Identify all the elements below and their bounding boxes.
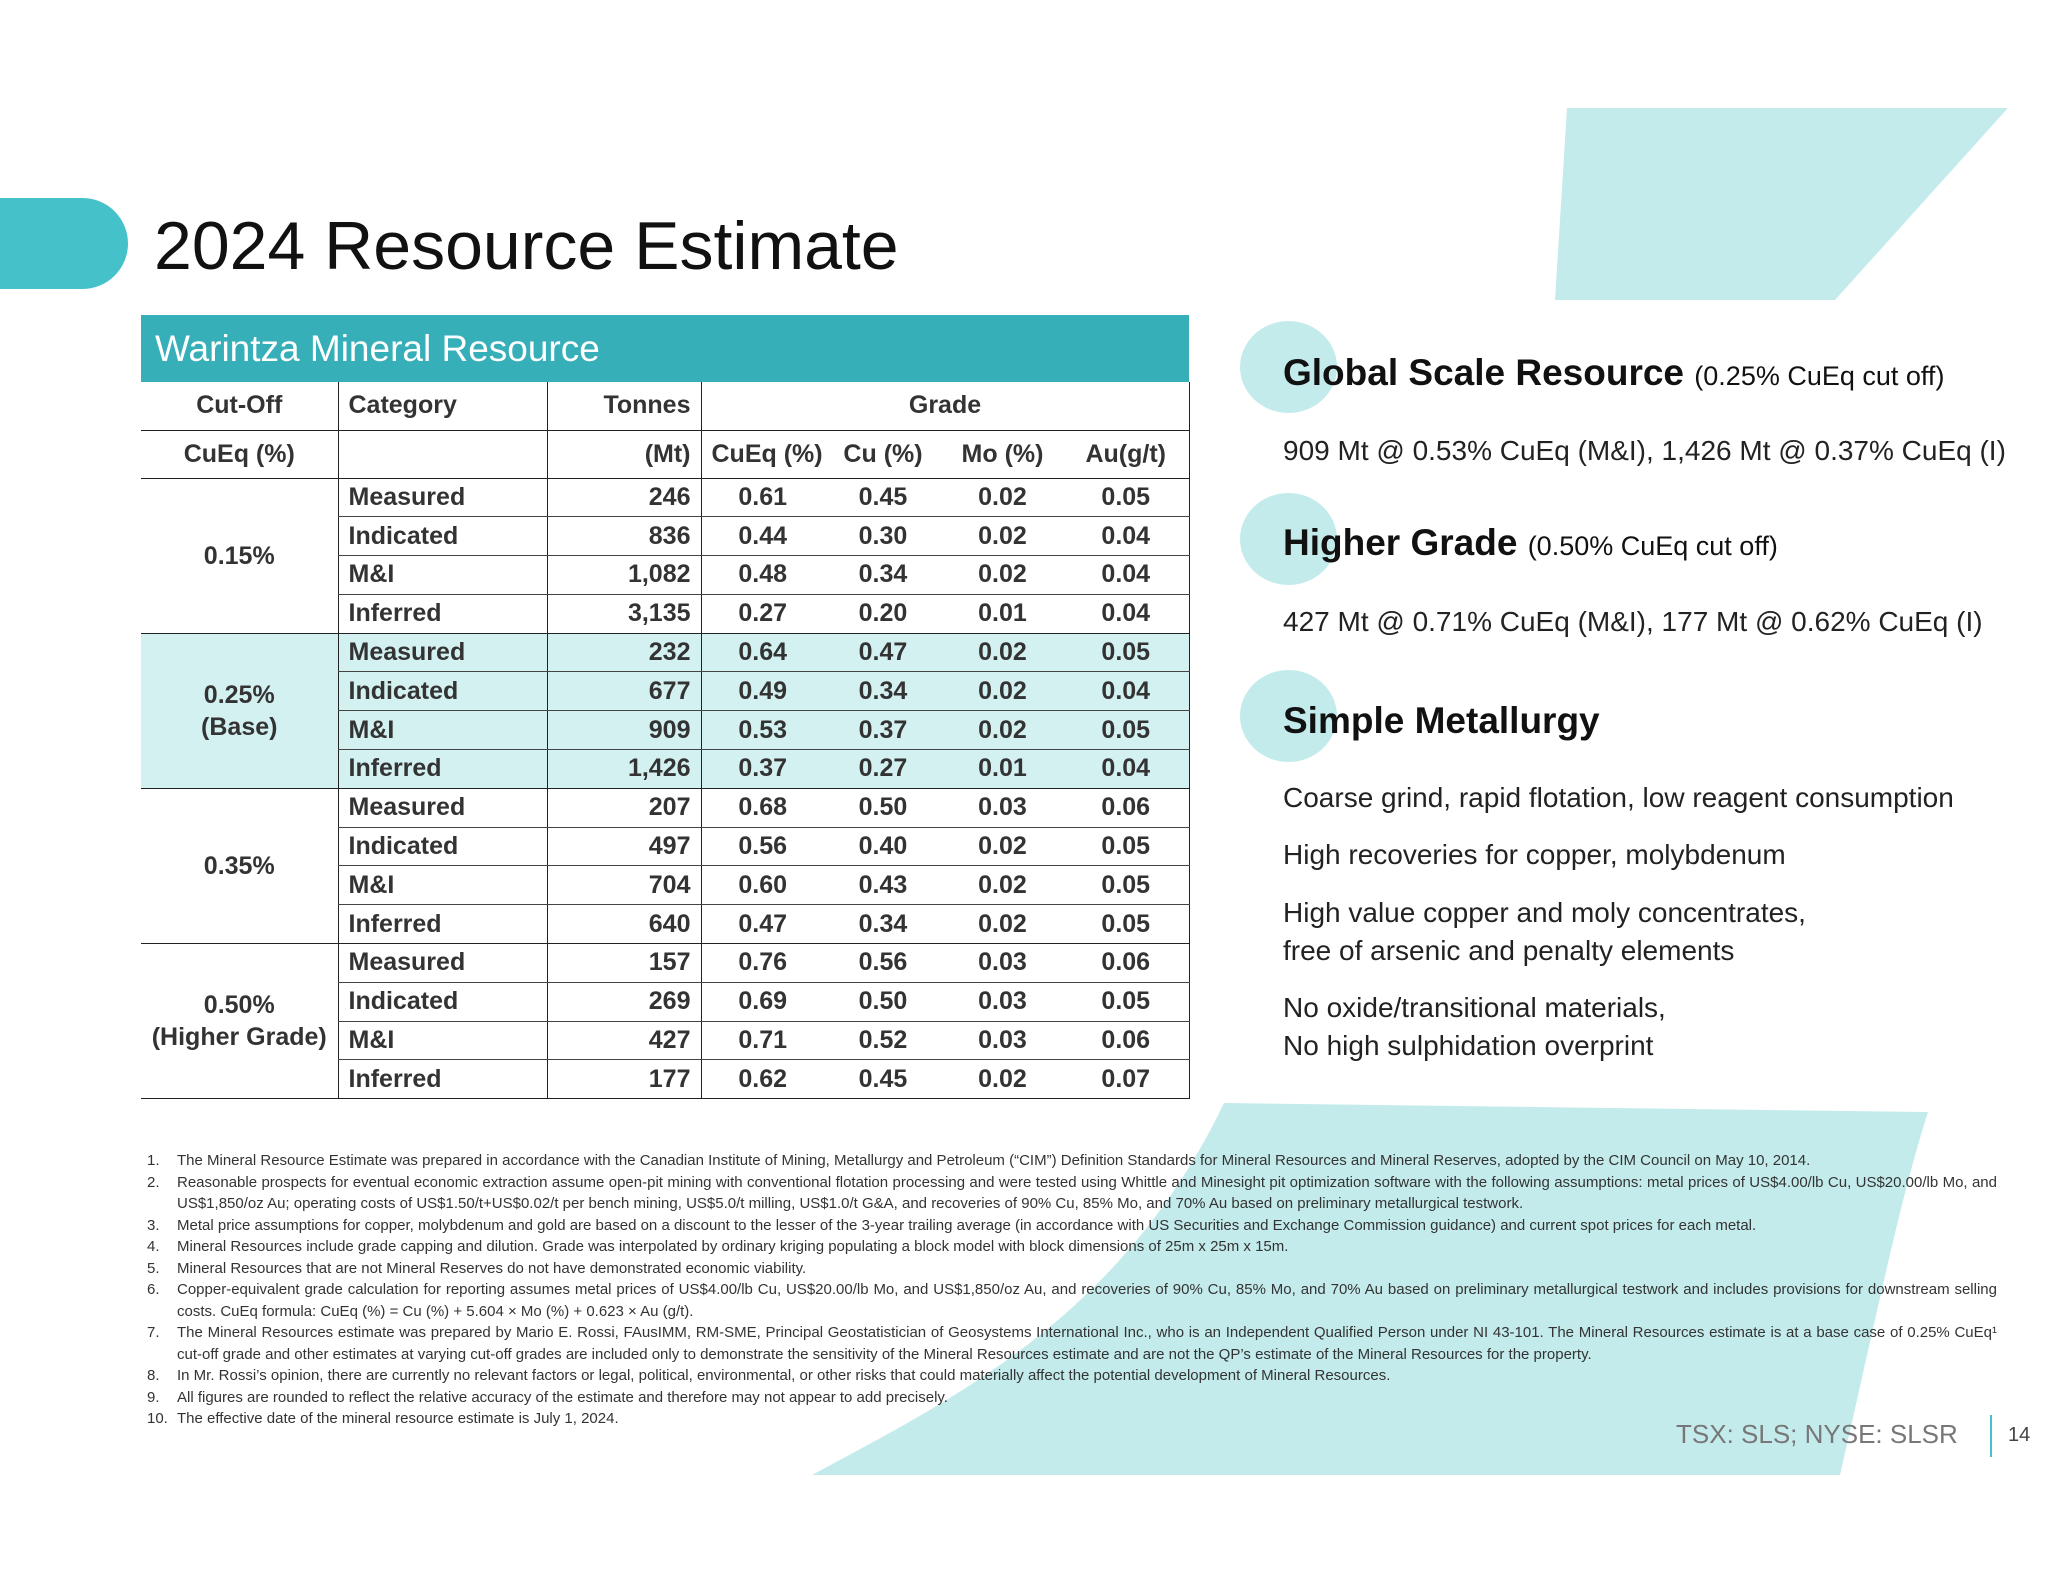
tonnes-cell: 909 bbox=[547, 711, 701, 750]
mo-cell: 0.01 bbox=[942, 594, 1063, 633]
tonnes-cell: 836 bbox=[547, 517, 701, 556]
cu-cell: 0.47 bbox=[824, 633, 942, 672]
category-cell: Inferred bbox=[338, 750, 547, 789]
footer-divider bbox=[1990, 1415, 1992, 1457]
table-header-row-1 bbox=[141, 382, 1189, 430]
footnotes-list bbox=[147, 1150, 1997, 1430]
footnote-number: 9. bbox=[147, 1388, 160, 1406]
mo-cell: 0.03 bbox=[942, 944, 1063, 983]
footnote-text: Metal price assumptions for copper, molybdenum and gold are based on a discount to the lesser of the 3-year trailing average (in accordance with US Securities and Exchange Commission guidance) and current spot prices for each metal. bbox=[177, 1216, 1757, 1234]
mo-cell: 0.02 bbox=[942, 827, 1063, 866]
resource-table-panel bbox=[141, 315, 1189, 1099]
mo-cell: 0.02 bbox=[942, 1060, 1063, 1099]
mo-cell: 0.02 bbox=[942, 556, 1063, 595]
footnote-text: All figures are rounded to reflect the relative accuracy of the estimate and therefore may not appear to add precisely. bbox=[177, 1388, 948, 1406]
cueq-cell: 0.76 bbox=[701, 944, 824, 983]
table-row bbox=[141, 788, 1189, 827]
footnote-text: The effective date of the mineral resource estimate is July 1, 2024. bbox=[177, 1410, 619, 1427]
cueq-cell: 0.56 bbox=[701, 827, 824, 866]
metallurgy-point-4 bbox=[1283, 989, 1666, 1065]
cueq-cell: 0.64 bbox=[701, 633, 824, 672]
category-cell: M&I bbox=[338, 1021, 547, 1060]
tonnes-cell: 246 bbox=[547, 478, 701, 517]
au-cell: 0.05 bbox=[1063, 982, 1189, 1021]
category-cell: M&I bbox=[338, 711, 547, 750]
category-cell: Measured bbox=[338, 788, 547, 827]
au-cell: 0.05 bbox=[1063, 711, 1189, 750]
resource-table bbox=[141, 382, 1190, 1099]
category-cell: Measured bbox=[338, 944, 547, 983]
category-cell: Measured bbox=[338, 478, 547, 517]
footnote-text: Reasonable prospects for eventual economic extraction assume open-pit mining with conventional flotation processing and were tested using Whittle and Minesight pit optimization software with the following assumptions: metal prices of US$4.00/lb Cu, US$20.00/lb Mo, and US$1,850/oz Au; operating costs of US$1.50/t+US$0.02/t per bench mining, US$5.0/t milling, US$1.0/t G&A, and recoveries of 90% Cu, 85% Mo, and 70% Au based on preliminary metallurgical testwork. bbox=[177, 1173, 1997, 1212]
au-cell: 0.05 bbox=[1063, 866, 1189, 905]
footnote-item bbox=[147, 1365, 1997, 1387]
cutoff-cell bbox=[141, 633, 338, 788]
metallurgy-point-1: Coarse grind, rapid flotation, low reagent consumption bbox=[1283, 782, 1954, 813]
global-scale-title: Global Scale Resource bbox=[1283, 352, 1685, 393]
footnote-number: 4. bbox=[147, 1238, 160, 1255]
metallurgy-point-3 bbox=[1283, 894, 1806, 970]
category-cell: Inferred bbox=[338, 594, 547, 633]
category-cell: Indicated bbox=[338, 827, 547, 866]
title-accent-tab bbox=[0, 198, 128, 289]
table-row bbox=[141, 944, 1189, 983]
au-cell: 0.06 bbox=[1063, 1021, 1189, 1060]
footnote-text: In Mr. Rossi’s opinion, there are currently no relevant factors or legal, political, environmental, or other risks that could materially affect the potential development of Mineral Resources. bbox=[177, 1367, 1391, 1384]
mo-cell: 0.02 bbox=[942, 672, 1063, 711]
tonnes-cell: 427 bbox=[547, 1021, 701, 1060]
cueq-cell: 0.27 bbox=[701, 594, 824, 633]
metallurgy-point-3-line-2: free of arsenic and penalty elements bbox=[1283, 935, 1735, 966]
tonnes-cell: 1,082 bbox=[547, 556, 701, 595]
header-cueq: CuEq (%) bbox=[701, 430, 824, 478]
cueq-cell: 0.68 bbox=[701, 788, 824, 827]
footnote-text: The Mineral Resource Estimate was prepared in accordance with the Canadian Institute of Mining, Metallurgy and Petroleum (“CIM”) Definition Standards for Mineral Resources and Mineral Reserves, adopted by the CIM Council on May 10, 2014. bbox=[177, 1152, 1811, 1169]
footnote-number: 2. bbox=[147, 1173, 160, 1191]
cutoff-label: (Base) bbox=[201, 712, 278, 741]
cutoff-cell bbox=[141, 944, 338, 1099]
mo-cell: 0.03 bbox=[942, 788, 1063, 827]
metallurgy-point-4-line-2: No high sulphidation overprint bbox=[1283, 1030, 1654, 1061]
footnote-item bbox=[147, 1172, 1997, 1215]
footnote-number: 8. bbox=[147, 1367, 160, 1384]
table-row bbox=[141, 478, 1189, 517]
footnote-text: The Mineral Resources estimate was prepared by Mario E. Rossi, FAusIMM, RM-SME, Principal Geostatistician of Geosystems International Inc., who is an Independent Qualified Person under NI 43-101. The Mineral Resources estimate is at a base case of 0.25% CuEq¹ cut-off grade and other estimates at varying cut-off grades are included only to demonstrate the sensitivity of the Mineral Resources estimate and are not the QP’s estimate of the Mineral Resources for the property. bbox=[177, 1324, 1997, 1363]
footnote-item bbox=[147, 1236, 1997, 1258]
mo-cell: 0.02 bbox=[942, 478, 1063, 517]
mo-cell: 0.02 bbox=[942, 711, 1063, 750]
tonnes-cell: 497 bbox=[547, 827, 701, 866]
cutoff-value: 0.35% bbox=[203, 851, 275, 880]
cueq-cell: 0.48 bbox=[701, 556, 824, 595]
category-cell: Indicated bbox=[338, 672, 547, 711]
mo-cell: 0.02 bbox=[942, 517, 1063, 556]
cueq-cell: 0.60 bbox=[701, 866, 824, 905]
cu-cell: 0.27 bbox=[824, 750, 942, 789]
au-cell: 0.07 bbox=[1063, 1060, 1189, 1099]
footnote-item bbox=[147, 1258, 1997, 1280]
footnote-number: 6. bbox=[147, 1281, 160, 1298]
cueq-cell: 0.69 bbox=[701, 982, 824, 1021]
cueq-cell: 0.61 bbox=[701, 478, 824, 517]
au-cell: 0.04 bbox=[1063, 750, 1189, 789]
au-cell: 0.06 bbox=[1063, 788, 1189, 827]
au-cell: 0.05 bbox=[1063, 478, 1189, 517]
footnote-item bbox=[147, 1322, 1997, 1365]
mo-cell: 0.02 bbox=[942, 633, 1063, 672]
global-scale-text: 909 Mt @ 0.53% CuEq (M&I), 1,426 Mt @ 0.37% CuEq (I) bbox=[1283, 435, 2006, 466]
category-cell: M&I bbox=[338, 556, 547, 595]
mo-cell: 0.03 bbox=[942, 1021, 1063, 1060]
cutoff-cell bbox=[141, 478, 338, 633]
simple-metallurgy-heading: Simple Metallurgy bbox=[1283, 700, 1600, 741]
cu-cell: 0.56 bbox=[824, 944, 942, 983]
cutoff-value: 0.25% bbox=[203, 680, 275, 709]
header-tonnes-unit: (Mt) bbox=[547, 430, 701, 478]
au-cell: 0.05 bbox=[1063, 633, 1189, 672]
tonnes-cell: 207 bbox=[547, 788, 701, 827]
table-row bbox=[141, 633, 1189, 672]
tonnes-cell: 269 bbox=[547, 982, 701, 1021]
tonnes-cell: 157 bbox=[547, 944, 701, 983]
tonnes-cell: 704 bbox=[547, 866, 701, 905]
tonnes-cell: 232 bbox=[547, 633, 701, 672]
category-cell: Inferred bbox=[338, 1060, 547, 1099]
cutoff-cell bbox=[141, 788, 338, 943]
cutoff-label: (Higher Grade) bbox=[151, 1023, 327, 1052]
cutoff-value: 0.15% bbox=[203, 541, 275, 570]
table-body bbox=[141, 478, 1189, 1099]
footnote-number: 7. bbox=[147, 1324, 160, 1341]
cu-cell: 0.50 bbox=[824, 788, 942, 827]
cueq-cell: 0.71 bbox=[701, 1021, 824, 1060]
tonnes-cell: 640 bbox=[547, 905, 701, 944]
cu-cell: 0.43 bbox=[824, 866, 942, 905]
footnote-number: 3. bbox=[147, 1216, 160, 1234]
tonnes-cell: 1,426 bbox=[547, 750, 701, 789]
au-cell: 0.04 bbox=[1063, 594, 1189, 633]
cu-cell: 0.45 bbox=[824, 1060, 942, 1099]
higher-grade-heading bbox=[1283, 522, 1778, 564]
tonnes-cell: 177 bbox=[547, 1060, 701, 1099]
category-cell: Indicated bbox=[338, 517, 547, 556]
global-scale-heading bbox=[1283, 352, 1944, 394]
header-cu: Cu (%) bbox=[824, 430, 942, 478]
mo-cell: 0.02 bbox=[942, 905, 1063, 944]
category-cell: Indicated bbox=[338, 982, 547, 1021]
tonnes-cell: 3,135 bbox=[547, 594, 701, 633]
global-scale-cutoff: (0.25% CuEq cut off) bbox=[1694, 361, 1945, 391]
cu-cell: 0.20 bbox=[824, 594, 942, 633]
au-cell: 0.04 bbox=[1063, 672, 1189, 711]
page-title: 2024 Resource Estimate bbox=[154, 208, 899, 284]
higher-grade-title: Higher Grade bbox=[1283, 522, 1518, 563]
footnote-text: Copper-equivalent grade calculation for reporting assumes metal prices of US$4.00/lb Cu, US$20.00/lb Mo, and US$1,850/oz Au, and recoveries of 90% Cu, 85% Mo, and 70% Au based on preliminary metallurgical testwork and includes provisions for downstream selling costs. CuEq formula: CuEq (%) = Cu (%) + 5.604 × Mo (%) + 0.623 × Au (g/t). bbox=[177, 1281, 1997, 1320]
category-cell: Inferred bbox=[338, 905, 547, 944]
category-cell: Measured bbox=[338, 633, 547, 672]
au-cell: 0.04 bbox=[1063, 517, 1189, 556]
table-header-row-2 bbox=[141, 430, 1189, 478]
header-mo: Mo (%) bbox=[942, 430, 1063, 478]
footnote-item bbox=[147, 1215, 1997, 1237]
mo-cell: 0.01 bbox=[942, 750, 1063, 789]
cueq-cell: 0.47 bbox=[701, 905, 824, 944]
cueq-cell: 0.44 bbox=[701, 517, 824, 556]
footnote-text: Mineral Resources include grade capping and dilution. Grade was interpolated by ordinary kriging populating a block model with block dimensions of 25m x 25m x 15m. bbox=[177, 1238, 1289, 1255]
cu-cell: 0.52 bbox=[824, 1021, 942, 1060]
cueq-cell: 0.53 bbox=[701, 711, 824, 750]
header-cutoff: Cut-Off bbox=[141, 382, 338, 430]
cutoff-value: 0.50% bbox=[203, 991, 275, 1020]
header-tonnes: Tonnes bbox=[547, 382, 701, 430]
cueq-cell: 0.49 bbox=[701, 672, 824, 711]
table-heading: Warintza Mineral Resource bbox=[141, 315, 1189, 382]
header-au: Au(g/t) bbox=[1063, 430, 1189, 478]
page-number: 14 bbox=[2008, 1424, 2031, 1446]
header-grade: Grade bbox=[701, 382, 1189, 430]
header-category-blank bbox=[338, 430, 547, 478]
cueq-cell: 0.62 bbox=[701, 1060, 824, 1099]
footnote-number: 1. bbox=[147, 1152, 160, 1169]
au-cell: 0.06 bbox=[1063, 944, 1189, 983]
metallurgy-point-4-line-1: No oxide/transitional materials, bbox=[1283, 992, 1666, 1023]
higher-grade-cutoff: (0.50% CuEq cut off) bbox=[1527, 531, 1778, 561]
mo-cell: 0.02 bbox=[942, 866, 1063, 905]
au-cell: 0.04 bbox=[1063, 556, 1189, 595]
cu-cell: 0.30 bbox=[824, 517, 942, 556]
cu-cell: 0.34 bbox=[824, 672, 942, 711]
cu-cell: 0.40 bbox=[824, 827, 942, 866]
au-cell: 0.05 bbox=[1063, 827, 1189, 866]
ticker-footer: TSX: SLS; NYSE: SLSR bbox=[1676, 1419, 1958, 1449]
au-cell: 0.05 bbox=[1063, 905, 1189, 944]
cu-cell: 0.34 bbox=[824, 556, 942, 595]
cueq-cell: 0.37 bbox=[701, 750, 824, 789]
cu-cell: 0.34 bbox=[824, 905, 942, 944]
footnote-item bbox=[147, 1279, 1997, 1322]
top-right-parallelogram bbox=[1555, 108, 2008, 300]
metallurgy-point-2: High recoveries for copper, molybdenum bbox=[1283, 839, 1786, 870]
footnote-number: 10. bbox=[147, 1410, 168, 1427]
tonnes-cell: 677 bbox=[547, 672, 701, 711]
footnote-item bbox=[147, 1150, 1997, 1172]
footnote-number: 5. bbox=[147, 1259, 160, 1277]
metallurgy-point-3-line-1: High value copper and moly concentrates, bbox=[1283, 897, 1806, 928]
header-category: Category bbox=[338, 382, 547, 430]
footnote-text: Mineral Resources that are not Mineral Reserves do not have demonstrated economic viability. bbox=[177, 1259, 807, 1277]
header-cutoff-unit: CuEq (%) bbox=[141, 430, 338, 478]
footnote-item bbox=[147, 1387, 1997, 1409]
cu-cell: 0.50 bbox=[824, 982, 942, 1021]
category-cell: M&I bbox=[338, 866, 547, 905]
cu-cell: 0.37 bbox=[824, 711, 942, 750]
mo-cell: 0.03 bbox=[942, 982, 1063, 1021]
cu-cell: 0.45 bbox=[824, 478, 942, 517]
higher-grade-text: 427 Mt @ 0.71% CuEq (M&I), 177 Mt @ 0.62% CuEq (I) bbox=[1283, 606, 1983, 637]
